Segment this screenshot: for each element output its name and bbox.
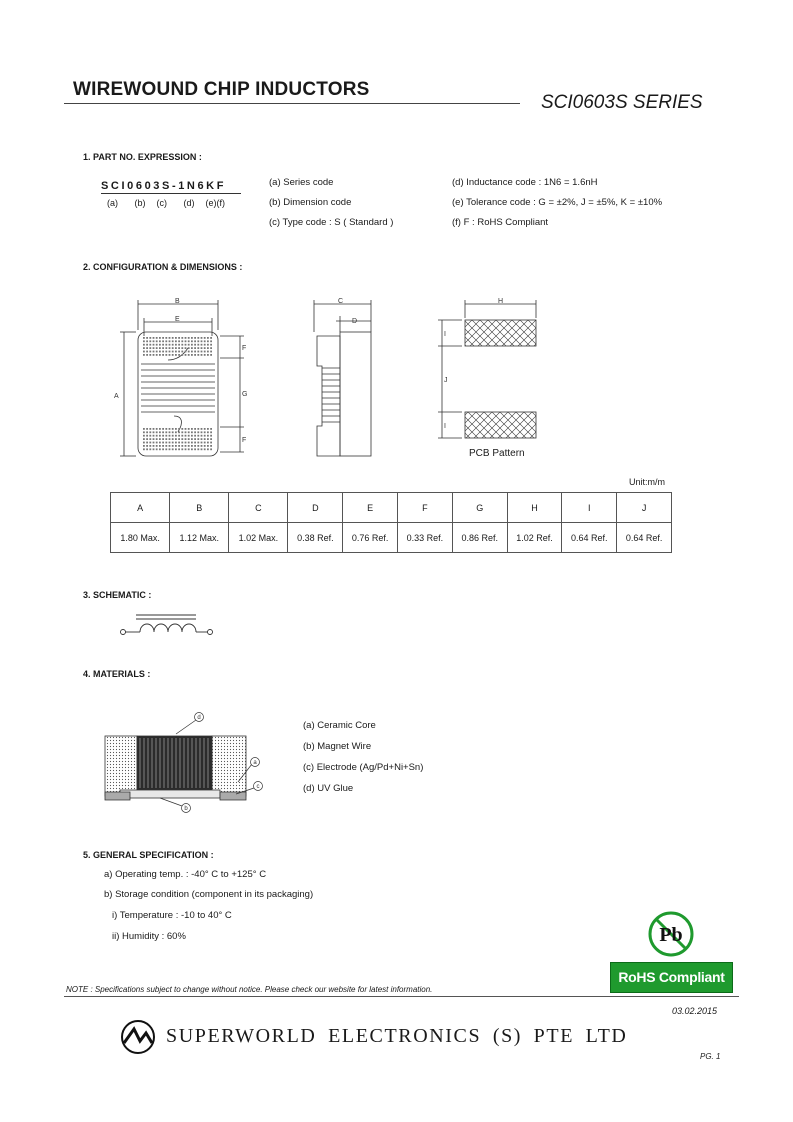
footer-rule bbox=[64, 996, 739, 997]
part-number-code: SCI0603S-1N6KF bbox=[101, 180, 227, 192]
table-header-cell: F bbox=[398, 493, 453, 523]
table-header-cell: D bbox=[288, 493, 343, 523]
table-header-cell: B bbox=[170, 493, 229, 523]
materials-heading: 4. MATERIALS : bbox=[83, 669, 151, 679]
dim-label-j: J bbox=[444, 377, 448, 384]
callout-a: a bbox=[253, 760, 257, 766]
spec-item: b) Storage condition (component in its packaging) bbox=[104, 889, 314, 900]
table-header-cell: G bbox=[452, 493, 507, 523]
front-view-drawing bbox=[108, 296, 258, 462]
table-cell: 1.02 Max. bbox=[229, 523, 288, 553]
material-item: (b) Magnet Wire bbox=[303, 741, 372, 752]
general-spec-heading: 5. GENERAL SPECIFICATION : bbox=[83, 850, 214, 860]
materials-list bbox=[303, 720, 423, 804]
part-desc-e: (e) Tolerance code : G = ±2%, J = ±5%, K = ±10% bbox=[452, 197, 663, 208]
materials-drawing bbox=[100, 706, 270, 816]
rohs-compliant-badge: RoHS Compliant bbox=[610, 962, 733, 993]
table-header-cell: E bbox=[343, 493, 398, 523]
table-cell: 1.80 Max. bbox=[111, 523, 170, 553]
document-title: WIREWOUND CHIP INDUCTORS bbox=[73, 79, 370, 100]
part-desc-b: (b) Dimension code bbox=[269, 197, 352, 208]
part-number-underline bbox=[101, 193, 241, 194]
dim-label-i-top: I bbox=[444, 331, 446, 338]
callout-c: c bbox=[256, 784, 260, 790]
dim-label-c: C bbox=[338, 298, 344, 305]
company-name: SUPERWORLD ELECTRONICS (S) PTE LTD bbox=[166, 1025, 628, 1047]
unit-label: Unit:m/m bbox=[629, 477, 665, 487]
document-date: 03.02.2015 bbox=[672, 1006, 718, 1016]
schematic-drawing bbox=[118, 612, 218, 646]
dim-label-e: E bbox=[175, 316, 180, 323]
title-rule bbox=[64, 103, 520, 104]
table-cell: 0.38 Ref. bbox=[288, 523, 343, 553]
material-item: (d) UV Glue bbox=[303, 783, 354, 794]
dimensions-table bbox=[110, 492, 672, 553]
table-cell: 0.76 Ref. bbox=[343, 523, 398, 553]
dim-label-b: B bbox=[175, 298, 180, 305]
schematic-heading: 3. SCHEMATIC : bbox=[83, 590, 152, 600]
pcb-pattern-label: PCB Pattern bbox=[469, 448, 525, 459]
dim-label-a: A bbox=[114, 393, 119, 400]
table-cell: 1.02 Ref. bbox=[507, 523, 562, 553]
table-header-cell: A bbox=[111, 493, 170, 523]
table-cell: 0.64 Ref. bbox=[562, 523, 617, 553]
pb-free-icon bbox=[647, 910, 695, 958]
spec-item: i) Temperature : -10 to 40° C bbox=[112, 910, 232, 921]
side-view-drawing bbox=[300, 296, 380, 462]
table-row bbox=[111, 523, 672, 553]
spec-item: a) Operating temp. : -40° C to +125° C bbox=[104, 869, 267, 880]
table-cell: 0.33 Ref. bbox=[398, 523, 453, 553]
table-header-cell: C bbox=[229, 493, 288, 523]
page-number: PG. 1 bbox=[700, 1052, 721, 1061]
pcb-pattern-drawing bbox=[432, 296, 552, 446]
part-desc-f: (f) F : RoHS Compliant bbox=[452, 217, 549, 228]
spec-item: ii) Humidity : 60% bbox=[112, 931, 186, 942]
part-desc-d: (d) Inductance code : 1N6 = 1.6nH bbox=[452, 177, 598, 188]
callout-d: d bbox=[197, 715, 201, 721]
table-cell: 0.64 Ref. bbox=[617, 523, 672, 553]
table-header-cell: J bbox=[617, 493, 672, 523]
pb-label: Pb bbox=[659, 924, 683, 946]
dim-label-f-bottom: F bbox=[242, 437, 247, 444]
table-header-cell: H bbox=[507, 493, 562, 523]
table-header-row bbox=[111, 493, 672, 523]
config-heading: 2. CONFIGURATION & DIMENSIONS : bbox=[83, 262, 243, 272]
table-header-cell: I bbox=[562, 493, 617, 523]
series-name: SCI0603S SERIES bbox=[541, 92, 703, 113]
part-number-labels: (a) (b) (c) (d) (e)(f) bbox=[107, 198, 225, 208]
material-item: (a) Ceramic Core bbox=[303, 720, 376, 731]
footer-note: NOTE : Specifications subject to change without notice. Please check our website for latest information. bbox=[66, 985, 433, 994]
company-logo-icon bbox=[118, 1019, 158, 1055]
dim-label-g: G bbox=[242, 391, 248, 398]
material-item: (c) Electrode (Ag/Pd+Ni+Sn) bbox=[303, 762, 424, 773]
callout-b: b bbox=[184, 806, 188, 812]
dim-label-f-top: F bbox=[242, 345, 247, 352]
dim-label-i-bottom: I bbox=[444, 423, 446, 430]
part-desc-c: (c) Type code : S ( Standard ) bbox=[269, 217, 394, 228]
part-no-heading: 1. PART NO. EXPRESSION : bbox=[83, 152, 202, 162]
part-desc-a: (a) Series code bbox=[269, 177, 334, 188]
table-cell: 0.86 Ref. bbox=[452, 523, 507, 553]
dim-label-d: D bbox=[352, 318, 358, 325]
dim-label-h: H bbox=[498, 298, 504, 305]
table-cell: 1.12 Max. bbox=[170, 523, 229, 553]
